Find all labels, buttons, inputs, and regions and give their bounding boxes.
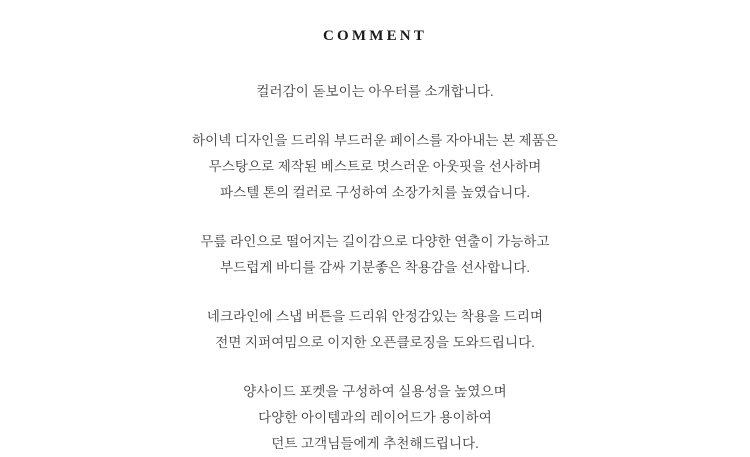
- paragraph-line: 컬러감이 돋보이는 아우터를 소개합니다.: [256, 84, 494, 99]
- paragraph: [25, 128, 725, 206]
- paragraph-line: 부드럽게 바디를 감싸 기분좋은 착용감을 선사합니다.: [220, 260, 530, 275]
- paragraph: [25, 229, 725, 281]
- paragraph: [25, 304, 725, 356]
- paragraph-line: 파스텔 톤의 컬러로 구성하여 소장가치를 높였습니다.: [220, 185, 530, 200]
- paragraph-line: 하이넥 디자인을 드리워 부드러운 페이스를 자아내는 본 제품은: [192, 133, 558, 148]
- paragraph-line: 무스탕으로 제작된 베스트로 멋스러운 아웃핏을 선사하며: [208, 159, 542, 174]
- page-title: COMMENT: [322, 28, 428, 44]
- paragraph-line: 다양한 아이템과의 레이어드가 용이하여: [258, 410, 492, 425]
- paragraph-line: 무릎 라인으로 떨어지는 길이감으로 다양한 연출이 가능하고: [200, 234, 550, 249]
- paragraph: [25, 79, 725, 105]
- paragraph-line: 던트 고객님들에게 추천해드립니다.: [271, 436, 479, 451]
- paragraph-line: 전면 지퍼여밈으로 이지한 오픈클로징을 도와드립니다.: [215, 335, 535, 350]
- paragraph-line: 양사이드 포켓을 구성하여 실용성을 높였으며: [243, 384, 507, 399]
- comment-body: [25, 79, 725, 457]
- paragraph: [25, 379, 725, 457]
- paragraph-line: 네크라인에 스냅 버튼을 드리워 안정감있는 착용을 드리며: [206, 309, 544, 324]
